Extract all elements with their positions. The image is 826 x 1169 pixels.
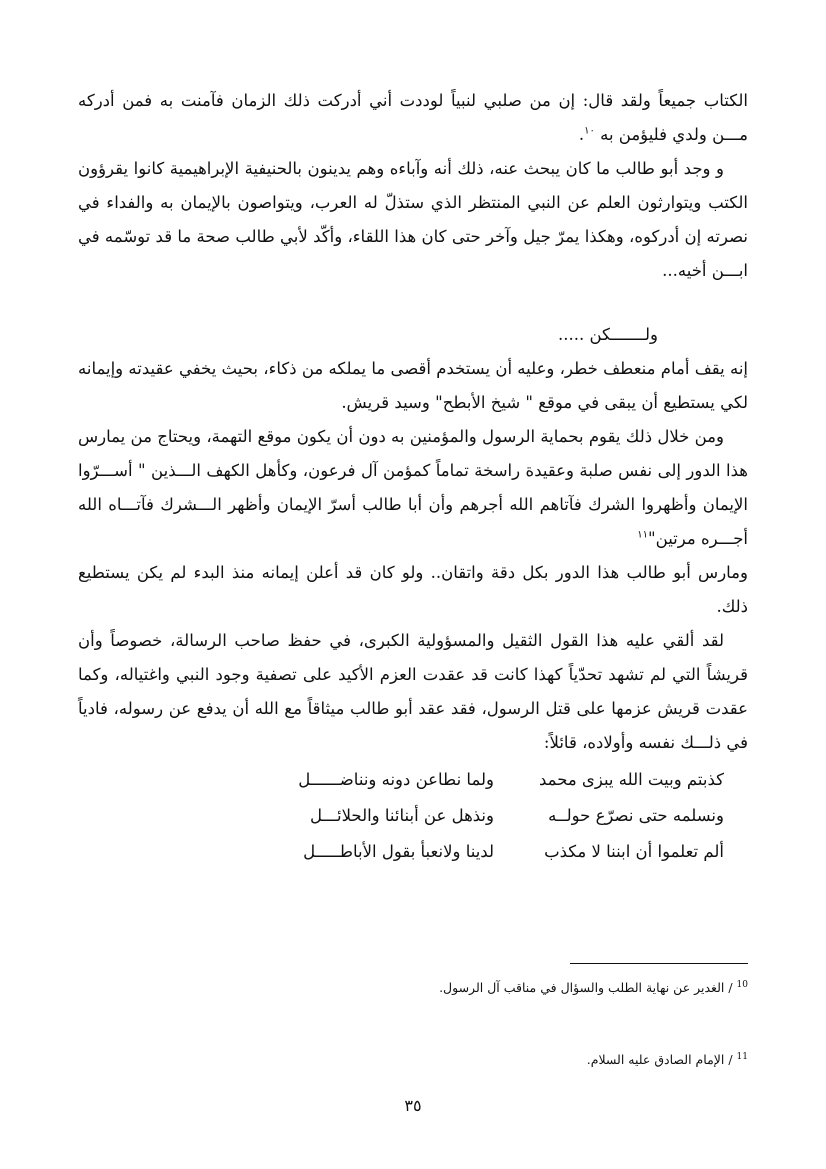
- footnote-11: [78, 1048, 748, 1069]
- paragraph-5: [78, 420, 748, 556]
- poem-line-2-first: ونسلمه حتى نصرّع حولــه: [548, 806, 724, 825]
- paragraph-3: ولـــــــكن .....: [558, 325, 658, 344]
- footnote-11-number: 11: [736, 1052, 748, 1062]
- footnote-10-text: / الغدير عن نهاية الطلب والسؤال في مناقب آل الرسول.: [439, 980, 733, 996]
- poem-line-2-second: ونذهل عن أبنائنا والحلائـــل: [309, 806, 494, 825]
- paragraph-2: و وجد أبو طالب ما كان يبحث عنه، ذلك أنه وآباءه وهم يدينون بالحنيفية الإبراهيمية كانوا يقرؤون الكتب ويتوارثون العلم عن النبي المنتظر الذي ستذلّ له العرب، ويتواصون بالإيمان به والفداء في نصرته إن أدركوه، وهكذا يمرّ جيل وآخر حتى كان هذا اللقاء، وأكّد لأبي طالب صحة ما قد توسّمه في ابـــن أخيه...: [78, 159, 748, 280]
- footnote-ref-10: ١٠: [584, 125, 595, 137]
- footnote-10: [78, 976, 748, 997]
- poem-line-1-second: ولما نطاعن دونه ونناضــــــل: [298, 770, 494, 789]
- paragraph-7: لقد ألقي عليه هذا القول الثقيل والمسؤولية الكبرى، في حفظ صاحب الرسالة، خصوصاً وأن قريشاً التي لم تشهد تحدّياً كهذا كانت قد عقدت العزم الأكيد على تصفية وجود النبي واغتياله، وكما عقدت قريش عزمها على قتل الرسول، فقد عقد أبو طالب ميثاقاً مع الله أن يدفع عن رسوله، فادياً في ذلـــك نفسه وأولاده، قائلاً:: [78, 631, 748, 752]
- body-text: [78, 84, 748, 870]
- paragraph-1: الكتاب جميعاً ولقد قال: إن من صلبي لنبياً لوددت أني أدركت ذلك الزمان فآمنت به فمن أدركه مـــن ولدي فليؤمن به $^{١٠}$.: [78, 91, 748, 144]
- page-number: ٣٥: [404, 1096, 422, 1115]
- poem-line-3-second: لدينا ولانعبأ بقول الأباطـــــل: [303, 842, 494, 861]
- paragraph-1-text: الكتاب جميعاً ولقد قال: إن من صلبي لنبياً لوددت أني أدركت ذلك الزمان فآمنت به فمن أدركه مـــن ولدي فليؤمن به: [78, 91, 748, 144]
- paragraph-5-text: ومن خلال ذلك يقوم بحماية الرسول والمؤمنين به دون أن يكون موقع التهمة، ويحتاج من يمارس هذا الدور إلى نفس صلبة وعقيدة راسخة تماماً كمؤمن آل فرعون، وكأهل الكهف الـــذين " أســـرّوا الإيمان وأظهروا الشرك فآتاهم الله أجرهم وأن أبا طالب أسرّ الإيمان وأظهر الـــشرك فآتـــاه الله أجـــره مرتين": [78, 427, 748, 548]
- footnote-10-number: 10: [736, 980, 748, 990]
- paragraph-6: ومارس أبو طالب هذا الدور بكل دقة واتقان.. ولو كان قد أعلن إيمانه منذ البدء لم يكن يستطيع ذلك.: [78, 563, 748, 616]
- footnote-divider: [570, 963, 748, 964]
- paragraph-4: إنه يقف أمام منعطف خطر، وعليه أن يستخدم أقصى ما يملكه من ذكاء، بحيث يخفي عقيدته وإيمانه لكي يستطيع أن يبقى في موقع " شيخ الأبطح" وسيد قريش.: [78, 359, 748, 412]
- poem-line-3-first: ألم تعلموا أن ابننا لا مكذب: [544, 842, 724, 861]
- poem: [284, 762, 724, 870]
- footnote-11-text: / الإمام الصادق عليه السلام.: [586, 1052, 733, 1068]
- poem-line-1-first: كذبتم وبيت الله يبزى محمد: [539, 770, 724, 789]
- footnote-ref-11: ١١: [637, 529, 649, 541]
